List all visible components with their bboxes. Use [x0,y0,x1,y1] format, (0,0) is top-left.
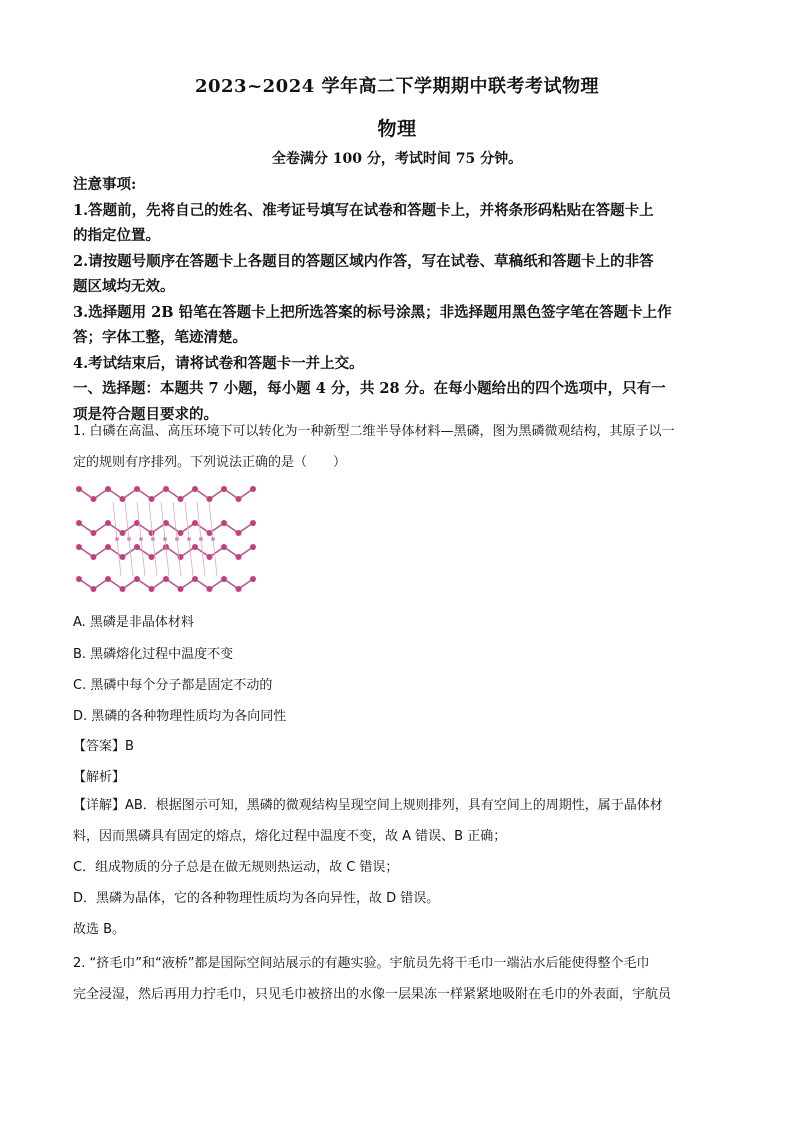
section-heading-b: 项是符合题目要求的。 [73,405,218,423]
q1-conclusion: 故选 B。 [73,922,126,937]
note-2b: 题区域均无效。 [73,278,175,295]
note-2a: 2.请按题号顺序在答题卡上各题目的答题区域内作答，写在试卷、草稿纸和答题卡上的非答 [73,252,654,270]
q1-detail-line-4: D．黑磷为晶体，它的各种物理性质均为各向异性，故 D 错误。 [73,891,440,906]
q1-option-c: C. 黑磷中每个分子都是固定不动的 [73,678,273,693]
q1-stem-line-2: 定的规则有序排列。下列说法正确的是（ ） [73,455,347,470]
question-2-stem [73,948,723,1010]
q1-detail-line-2: 料，因而黑磷具有固定的熔点，熔化过程中温度不变，故 A 错误、B 正确； [73,829,507,844]
subject-title: 物理 [377,118,417,140]
q1-option-a: A. 黑磷是非晶体材料 [73,615,194,630]
black-phosphorus-structure-image [73,480,263,598]
notes-heading: 注意事项: [73,176,137,193]
q1-detail-line-1: 【详解】AB．根据图示可知，黑磷的微观结构呈现空间上规则排列，具有空间上的周期性，属于晶体材 [73,798,663,813]
section-heading-a: 一、选择题：本题共 7 小题，每小题 4 分，共 28 分。在每小题给出的四个选项中，只有一 [73,380,666,397]
note-3a: 3.选择题用 2B 铅笔在答题卡上把所选答案的标号涂黑；非选择题用黑色签字笔在答题卡上作 [73,303,672,321]
note-1b: 的指定位置。 [73,227,160,244]
exam-info: 全卷满分 100 分，考试时间 75 分钟。 [271,151,523,167]
notes-block [73,172,723,427]
note-1a: 1.答题前，先将自己的姓名、准考证号填写在试卷和答题卡上，并将条形码粘贴在答题卡上 [73,201,654,219]
q2-stem-line-2: 完全浸湿，然后再用力拧毛巾，只见毛巾被挤出的水像一层果冻一样紧紧地吸附在毛巾的外表面，宇航员 [73,987,672,1002]
q1-option-d: D. 黑磷的各种物理性质均为各向同性 [73,709,287,724]
exam-title: 2023~2024 学年高二下学期期中联考考试物理 [194,76,600,97]
note-4: 4.考试结束后，请将试卷和答题卡一并上交。 [73,354,364,372]
question-1-stem [73,416,723,478]
q1-answer: 【答案】B [73,739,134,754]
q1-detail-line-3: C．组成物质的分子总是在做无规则热运动，故 C 错误； [73,860,399,875]
q1-detail [73,790,723,945]
q1-option-b: B. 黑磷熔化过程中温度不变 [73,647,234,662]
q2-stem-line-1: 2. “挤毛巾”和“液桥”都是国际空间站展示的有趣实验。宇航员先将干毛巾一端沾水后能使得整个毛巾 [73,956,650,971]
q1-stem-line-1: 1. 白磷在高温、高压环境下可以转化为一种新型二维半导体材料—黑磷，图为黑磷微观结构，其原子以一 [73,424,675,439]
note-3b: 答；字体工整，笔迹清楚。 [73,329,247,346]
q1-analysis-label: 【解析】 [73,770,126,785]
